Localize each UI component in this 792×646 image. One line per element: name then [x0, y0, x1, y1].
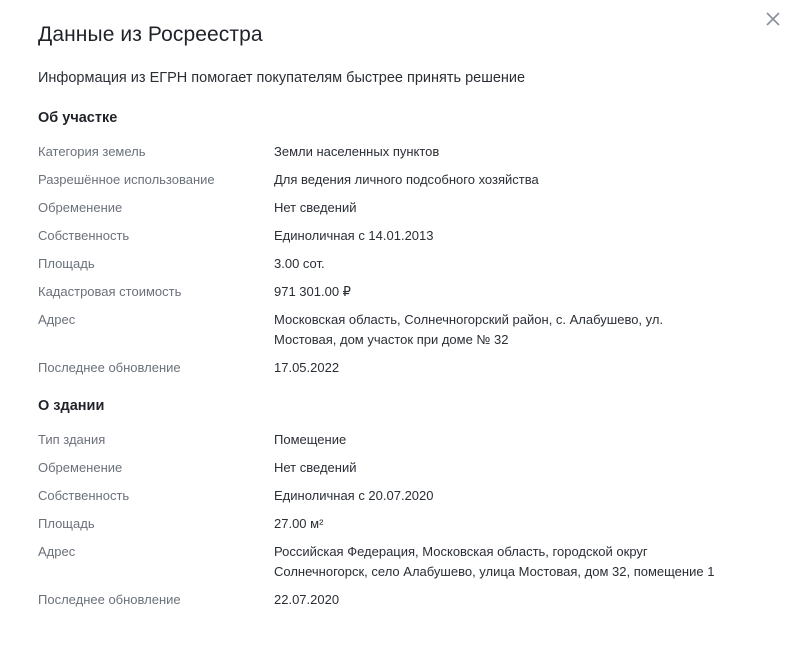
info-row-cadastral-value: [38, 282, 768, 302]
row-label: Адрес: [38, 312, 76, 327]
row-value: Нет сведений: [274, 200, 357, 215]
close-icon: [764, 10, 782, 28]
info-row-ownership: [38, 486, 768, 506]
row-value: [274, 310, 768, 350]
address-line-2: Солнечногорск, село Алабушево, улица Мостовая, дом 32, помещение 1: [274, 564, 715, 579]
section-title-building: О здании: [38, 398, 105, 414]
row-label: Площадь: [38, 256, 95, 271]
info-row-area: [38, 514, 768, 534]
row-value: 971 301.00 ₽: [274, 284, 351, 299]
info-row-building-type: [38, 430, 768, 450]
row-value: Нет сведений: [274, 460, 357, 475]
section-title-land: Об участке: [38, 110, 118, 126]
row-value: 22.07.2020: [274, 592, 340, 607]
info-row-last-update: [38, 590, 768, 610]
row-value: 17.05.2022: [274, 360, 340, 375]
row-value: Единоличная с 14.01.2013: [274, 228, 434, 243]
row-value: Помещение: [274, 432, 347, 447]
row-label: Кадастровая стоимость: [38, 284, 182, 299]
info-row-permitted-use: [38, 170, 768, 190]
row-label: Тип здания: [38, 432, 106, 447]
row-label: Разрешённое использование: [38, 172, 215, 187]
row-value: Единоличная с 20.07.2020: [274, 488, 434, 503]
modal-subtitle: Информация из ЕГРН помогает покупателям быстрее принять решение: [38, 70, 526, 86]
row-label: Собственность: [38, 488, 130, 503]
info-row-ownership: [38, 226, 768, 246]
info-row-area: [38, 254, 768, 274]
address-line-1: Российская Федерация, Московская область, городской округ: [274, 544, 648, 559]
info-row-address: [38, 542, 768, 582]
info-row-encumbrance: [38, 198, 768, 218]
row-value: Земли населенных пунктов: [274, 144, 440, 159]
info-row-land-category: [38, 142, 768, 162]
row-value: 3.00 сот.: [274, 256, 325, 271]
row-label: Адрес: [38, 544, 76, 559]
row-label: Категория земель: [38, 144, 146, 159]
info-row-encumbrance: [38, 458, 768, 478]
row-value: [274, 542, 768, 582]
address-line-1: Московская область, Солнечногорский район, с. Алабушево, ул.: [274, 312, 664, 327]
row-label: Последнее обновление: [38, 592, 181, 607]
row-label: Последнее обновление: [38, 360, 181, 375]
modal-title: Данные из Росреестра: [38, 23, 263, 46]
row-label: Обременение: [38, 460, 123, 475]
row-label: Площадь: [38, 516, 95, 531]
row-label: Собственность: [38, 228, 130, 243]
row-value: 27.00 м²: [274, 516, 324, 531]
info-row-address: [38, 310, 768, 350]
address-line-2: Мостовая, дом участок при доме № 32: [274, 332, 509, 347]
close-button[interactable]: [764, 10, 782, 28]
row-value: Для ведения личного подсобного хозяйства: [274, 172, 539, 187]
info-row-last-update: [38, 358, 768, 378]
row-label: Обременение: [38, 200, 123, 215]
